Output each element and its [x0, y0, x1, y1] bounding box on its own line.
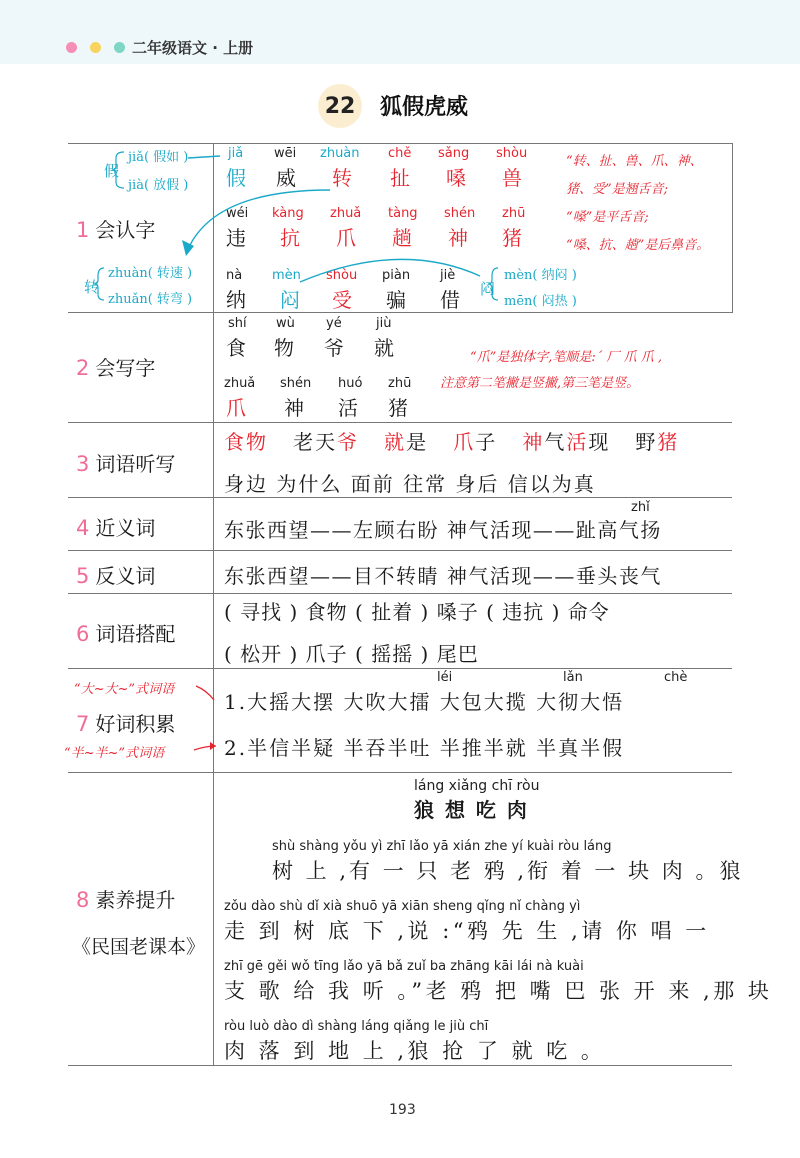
- pinyin: sǎng: [438, 146, 470, 161]
- story-pinyin-4: ròu luò dào dì shàng láng qiǎng le jiù chī: [224, 1019, 489, 1034]
- story-line-4: 肉 落 到 地 上 ,狼 抢 了 就 吃 。: [224, 1039, 606, 1063]
- pinyin: jiù: [376, 316, 392, 331]
- section-8-sub: 《民国老课本》: [72, 936, 206, 958]
- pinyin: léi: [437, 670, 453, 685]
- arrowhead-icon: [210, 742, 216, 750]
- s4-text: 东张西望——左顾右盼 神气活现——趾高气扬: [224, 518, 662, 542]
- char: 纳: [226, 288, 246, 312]
- char: 趟: [392, 226, 412, 250]
- pinyin: huó: [338, 376, 363, 391]
- men-reading-b: mēn( 闷热 ): [504, 294, 577, 309]
- pinyin: zhū: [502, 206, 526, 221]
- pinyin: shí: [228, 316, 247, 331]
- s5-text: 东张西望——目不转睛 神气活现——垂头丧气: [224, 564, 662, 588]
- s2-note-2: 注意第二笔撇是竖撇,第三笔是竖。: [440, 376, 640, 391]
- char: 嗓: [446, 166, 466, 190]
- section-4-label: 4 近义词: [76, 516, 156, 540]
- s2-note-1: “爪”是独体字,笔顺是:´ 厂 爪 爪 ,: [470, 350, 662, 365]
- pinyin: lǎn: [563, 670, 583, 685]
- section-2-label: 2 会写字: [76, 356, 156, 380]
- jia-brace-icon: [112, 152, 124, 188]
- char: 受: [332, 288, 352, 312]
- pinyin: zhuàn: [320, 146, 360, 161]
- lesson-number: 22: [318, 84, 362, 128]
- row-divider: [68, 550, 732, 551]
- char: 物: [274, 336, 294, 360]
- jia-char: 假: [104, 162, 120, 180]
- s7-line1: 1.大摇大摆 大吹大擂 大包大揽 大彻大悟: [224, 690, 625, 714]
- pinyin: yé: [326, 316, 342, 331]
- pinyin: wēi: [274, 146, 297, 161]
- char: 闷: [280, 288, 300, 312]
- pinyin: nà: [226, 268, 243, 283]
- pinyin: wù: [276, 316, 295, 331]
- section-5-label: 5 反义词: [76, 564, 156, 588]
- page-number: 193: [389, 1102, 416, 1118]
- pinyin: shén: [280, 376, 312, 391]
- pinyin: jiè: [440, 268, 456, 283]
- story-pinyin-1: shù shàng yǒu yì zhī lǎo yā xián zhe yí kuài ròu láng: [272, 839, 612, 854]
- section-7-label: 7 好词积累: [76, 712, 176, 736]
- pinyin: wéi: [226, 206, 249, 221]
- pinyin: jiǎ: [228, 146, 244, 161]
- char: 爷: [324, 336, 344, 360]
- char: 就: [374, 336, 394, 360]
- story-line-3: 支 歌 给 我 听 。”老 鸦 把 嘴 巴 张 开 来 ,那 块: [224, 979, 773, 1003]
- char: 兽: [502, 166, 522, 190]
- pinyin: zhuǎ: [224, 376, 256, 391]
- story-line-2: 走 到 树 底 下 ,说 :“鸦 先 生 ,请 你 唱 一: [224, 919, 710, 943]
- story-title-pinyin: láng xiǎng chī ròu: [414, 778, 540, 794]
- pinyin: shén: [444, 206, 476, 221]
- char: 违: [226, 226, 246, 250]
- char: 活: [338, 396, 358, 420]
- char: 转: [332, 166, 352, 190]
- s3-line1: 食物 老天爷 就是 爪子 神气活现 野猪: [224, 430, 680, 454]
- char: 抗: [280, 226, 300, 250]
- row-divider: [68, 497, 732, 498]
- pinyin: kàng: [272, 206, 304, 221]
- s7-note-1: “大~大~”式词语: [74, 682, 175, 697]
- char: 假: [226, 166, 246, 190]
- pinyin: zhū: [388, 376, 412, 391]
- char: 爪: [336, 226, 356, 250]
- lesson-title: 狐假虎威: [380, 95, 469, 120]
- char: 威: [276, 166, 296, 190]
- section-8-label: 8 素养提升: [76, 888, 176, 912]
- s1-note-3: “嗓”是平舌音;: [566, 210, 649, 225]
- row-divider: [68, 593, 732, 594]
- section-6-label: 6 词语搭配: [76, 622, 176, 646]
- zhuan-arrow-icon: [186, 190, 330, 254]
- row-divider: [68, 1065, 732, 1066]
- pinyin: shòu: [496, 146, 528, 161]
- s6-line2: ( 松开 ) 爪子 ( 摇摇 ) 尾巴: [224, 642, 479, 666]
- story-pinyin-2: zǒu dào shù dǐ xià shuō yā xiān sheng qǐng nǐ chàng yì: [224, 899, 581, 914]
- zhuan-brace-icon: [94, 268, 104, 300]
- char: 借: [440, 288, 460, 312]
- men-brace-icon: [488, 268, 498, 300]
- section-3-label: 3 词语听写: [76, 452, 176, 476]
- men-char: 闷: [480, 280, 496, 298]
- pinyin: shòu: [326, 268, 358, 283]
- section-1-label: 1 会认字: [76, 218, 156, 242]
- pinyin: piàn: [382, 268, 411, 283]
- s1-note-4: “嗓、抗、趟”是后鼻音。: [566, 238, 710, 253]
- pinyin: tàng: [388, 206, 418, 221]
- pinyin: chè: [664, 670, 688, 685]
- pinyin: mèn: [272, 268, 301, 283]
- men-reading-a: mèn( 纳闷 ): [504, 268, 577, 283]
- zhuan-char: 转: [84, 278, 100, 296]
- char: 骗: [386, 288, 406, 312]
- s7-note-2: “半~半~”式词语: [64, 746, 165, 761]
- pinyin: zhuǎ: [330, 206, 362, 221]
- zhuan-reading-a: zhuàn( 转速 ): [108, 266, 193, 281]
- story-line-1: 树 上 ,有 一 只 老 鸦 ,衔 着 一 块 肉 。狼: [272, 859, 744, 883]
- jia-arrow-icon: [188, 156, 220, 158]
- char: 猪: [502, 226, 522, 250]
- s3-line2: 身边 为什么 面前 往常 身后 信以为真: [224, 472, 596, 496]
- s1-note-2: 猪、受”是翘舌音;: [566, 182, 669, 197]
- char: 猪: [388, 396, 408, 420]
- s1-note-1: “转、扯、兽、爪、神、: [566, 154, 703, 169]
- char: 扯: [390, 166, 410, 190]
- s7-arrows: [0, 660, 230, 770]
- s6-line1: ( 寻找 ) 食物 ( 扯着 ) 嗓子 ( 违抗 ) 命令: [224, 600, 610, 624]
- zhuan-reading-b: zhuǎn( 转弯 ): [108, 292, 193, 307]
- s7-line2: 2.半信半疑 半吞半吐 半推半就 半真半假: [224, 736, 625, 760]
- row-divider: [68, 422, 732, 423]
- pinyin: chě: [388, 146, 412, 161]
- pinyin: zhǐ: [631, 500, 650, 515]
- char: 食: [226, 336, 246, 360]
- char: 神: [284, 396, 304, 420]
- char: 神: [448, 226, 468, 250]
- char: 爪: [226, 396, 246, 420]
- arrow-icon: [196, 686, 214, 700]
- jia-reading-a: jiǎ( 假如 ): [128, 150, 189, 165]
- row-divider: [68, 772, 732, 773]
- annotation-arrows: [0, 0, 800, 400]
- men-arrow-icon: [300, 259, 480, 282]
- book-title: 二年级语文 · 上册: [132, 39, 254, 57]
- story-title: 狼 想 吃 肉: [414, 798, 529, 822]
- story-pinyin-3: zhī gē gěi wǒ tīng lǎo yā bǎ zuǐ ba zhāng kāi lái nà kuài: [224, 959, 584, 974]
- jia-reading-b: jià( 放假 ): [128, 178, 189, 193]
